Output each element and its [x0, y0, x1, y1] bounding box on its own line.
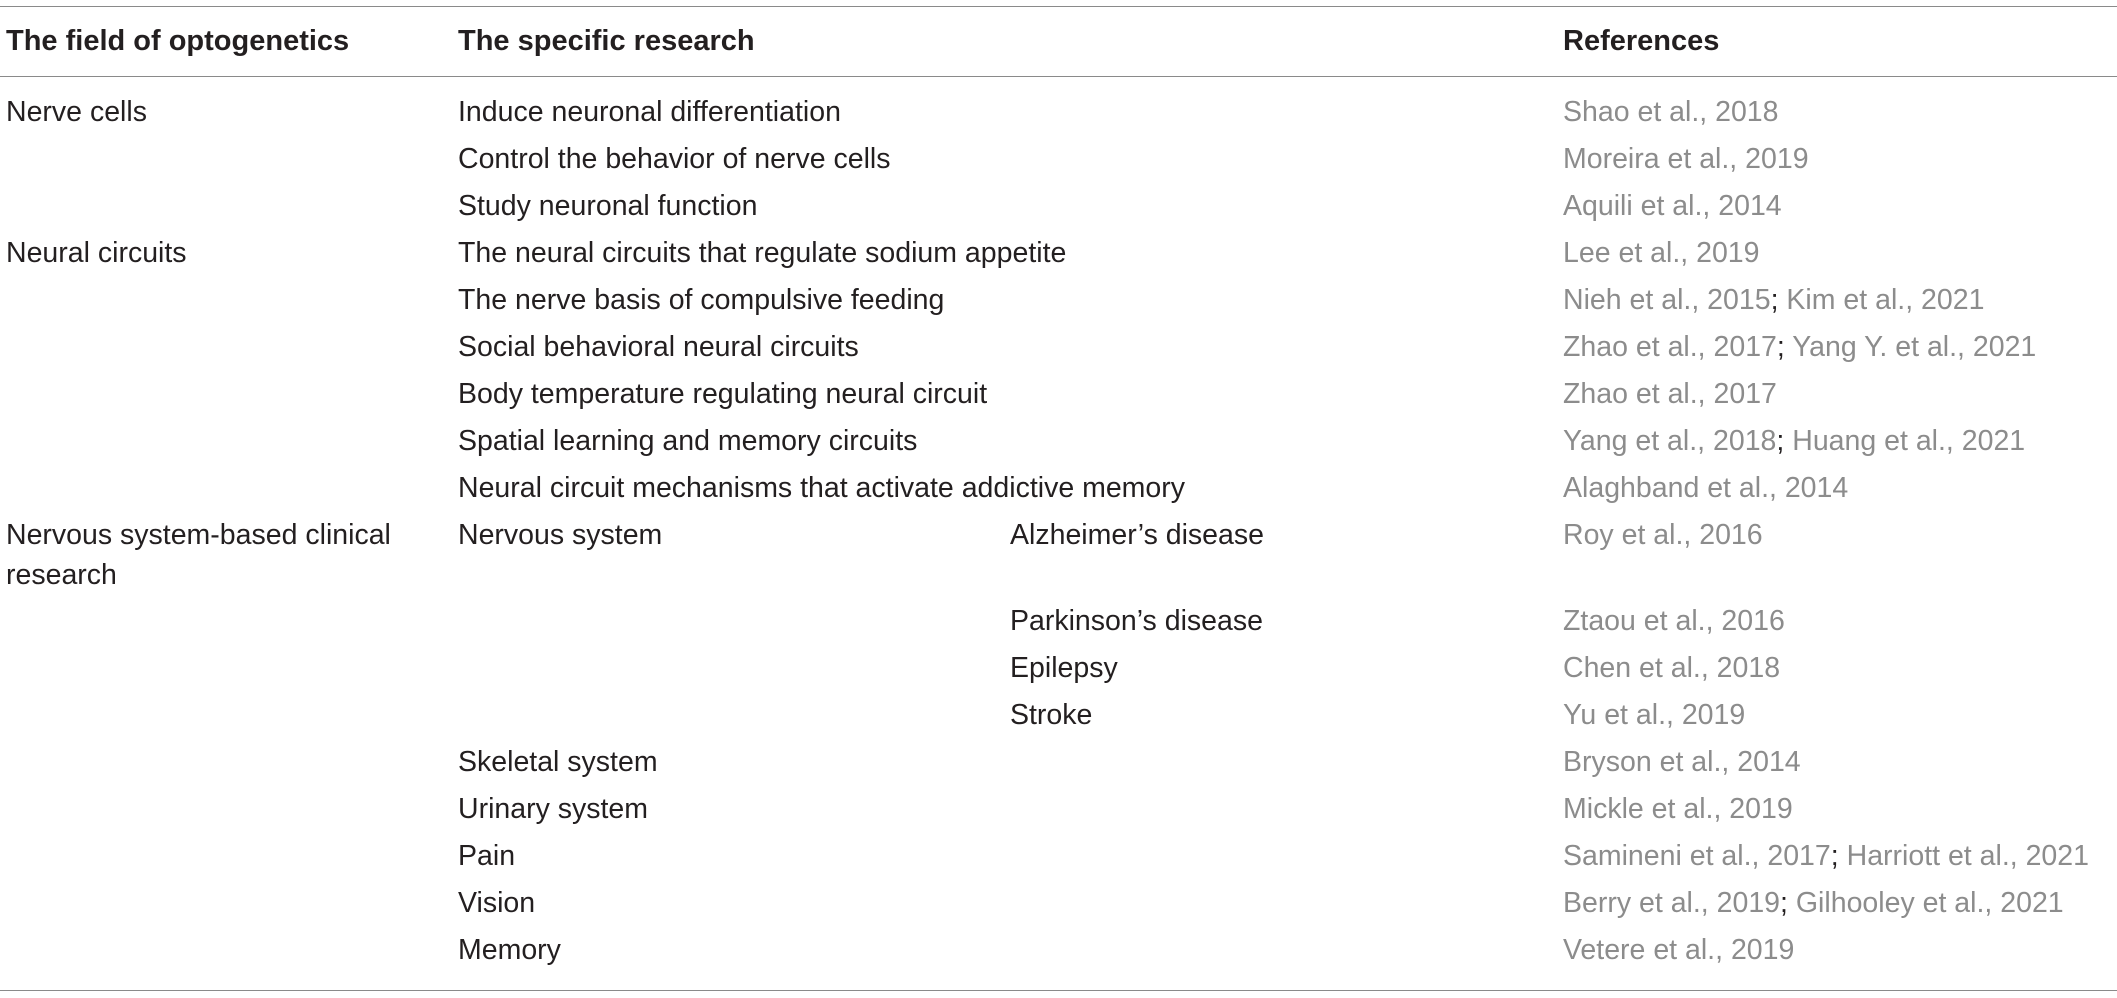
reference-link[interactable]: Harriott et al., 2021	[1846, 840, 2089, 872]
reference-link[interactable]: Aquili et al., 2014	[1563, 190, 1782, 222]
reference-link[interactable]: Zhao et al., 2017	[1563, 378, 1777, 410]
reference-link[interactable]: Chen et al., 2018	[1563, 652, 1781, 684]
reference-link[interactable]: Moreira et al., 2019	[1563, 143, 1809, 175]
header-references: References	[1563, 25, 1720, 57]
reference-link[interactable]: Roy et al., 2016	[1563, 519, 1763, 551]
references-cell	[1563, 468, 1848, 508]
research-cell: The neural circuits that regulate sodium appetite	[458, 237, 1067, 269]
research-cell: Skeletal system	[458, 746, 658, 778]
references-cell	[1563, 186, 1782, 226]
references-cell	[1563, 139, 1809, 179]
reference-link[interactable]: Vetere et al., 2019	[1563, 934, 1795, 966]
reference-link[interactable]: Nieh et al., 2015	[1563, 284, 1771, 316]
references-cell	[1563, 836, 2089, 876]
reference-link[interactable]: Shao et al., 2018	[1563, 96, 1779, 128]
header-field: The field of optogenetics	[6, 25, 350, 57]
references-cell	[1563, 648, 1780, 688]
references-cell	[1563, 92, 1779, 132]
reference-separator: ;	[1830, 840, 1847, 872]
references-cell	[1563, 515, 1763, 555]
reference-separator: ;	[1770, 284, 1787, 316]
reference-separator: ;	[1776, 331, 1793, 363]
research-cell: Spatial learning and memory circuits	[458, 425, 918, 457]
table-top-rule	[0, 6, 2117, 7]
reference-link[interactable]: Zhao et al., 2017	[1563, 331, 1777, 363]
reference-link[interactable]: Mickle et al., 2019	[1563, 793, 1793, 825]
research-cell: Pain	[458, 840, 516, 872]
references-cell	[1563, 233, 1760, 273]
reference-link[interactable]: Bryson et al., 2014	[1563, 746, 1801, 778]
disease-cell: Parkinson’s disease	[1010, 605, 1263, 637]
research-cell: Vision	[458, 887, 536, 919]
research-cell: Neural circuit mechanisms that activate addictive memory	[458, 472, 1186, 504]
references-cell	[1563, 421, 2025, 461]
references-cell	[1563, 695, 1745, 735]
references-cell	[1563, 742, 1801, 782]
disease-cell: Stroke	[1010, 699, 1093, 731]
disease-cell: Alzheimer’s disease	[1010, 519, 1264, 551]
research-cell: Nervous system	[458, 519, 663, 551]
disease-cell: Epilepsy	[1010, 652, 1118, 684]
references-cell	[1563, 374, 1777, 414]
references-cell	[1563, 930, 1794, 970]
research-cell: Body temperature regulating neural circuit	[458, 378, 988, 410]
reference-separator: ;	[1776, 425, 1793, 457]
reference-link[interactable]: Ztaou et al., 2016	[1563, 605, 1785, 637]
header-research: The specific research	[458, 25, 755, 57]
table-bottom-rule	[0, 990, 2117, 991]
reference-link[interactable]: Yang Y. et al., 2021	[1792, 331, 2037, 363]
research-cell: Social behavioral neural circuits	[458, 331, 859, 363]
reference-link[interactable]: Lee et al., 2019	[1563, 237, 1760, 269]
reference-link[interactable]: Samineni et al., 2017	[1563, 840, 1831, 872]
field-cell: Neural circuits	[6, 237, 187, 269]
reference-link[interactable]: Huang et al., 2021	[1792, 425, 2026, 457]
references-cell	[1563, 789, 1793, 829]
research-cell: The nerve basis of compulsive feeding	[458, 284, 945, 316]
research-cell: Urinary system	[458, 793, 649, 825]
research-cell: Study neuronal function	[458, 190, 758, 222]
references-cell	[1563, 601, 1785, 641]
references-cell	[1563, 327, 2036, 367]
reference-separator: ;	[1780, 887, 1796, 919]
field-cell: Nerve cells	[6, 96, 147, 128]
reference-link[interactable]: Yang et al., 2018	[1563, 425, 1777, 457]
reference-link[interactable]: Alaghband et al., 2014	[1563, 472, 1849, 504]
header-rule	[0, 76, 2117, 77]
research-cell: Control the behavior of nerve cells	[458, 143, 891, 175]
field-cell: Nervous system-based clinical research	[6, 519, 391, 591]
reference-link[interactable]: Kim et al., 2021	[1786, 284, 1985, 316]
reference-link[interactable]: Yu et al., 2019	[1563, 699, 1746, 731]
references-cell	[1563, 280, 1984, 320]
references-cell	[1563, 883, 2064, 923]
research-cell: Memory	[458, 934, 561, 966]
reference-link[interactable]: Berry et al., 2019	[1563, 887, 1781, 919]
reference-link[interactable]: Gilhooley et al., 2021	[1795, 887, 2064, 919]
research-cell: Induce neuronal differentiation	[458, 96, 841, 128]
